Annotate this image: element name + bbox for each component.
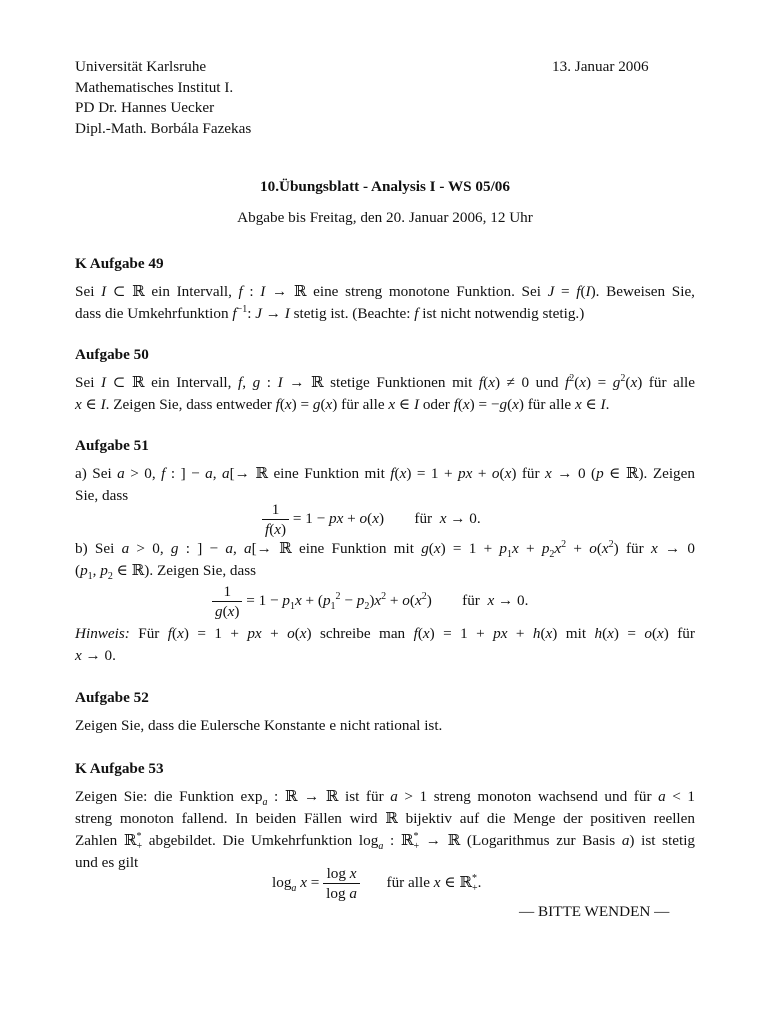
exercise-51-part-b: b) Sei a > 0, g : ] − a, a[→ ℝ eine Funktion mit $g(x) = 1 + p_1x + p_2x^2 + o(x^2)$ für x → 0 ($p_1$, $p_2$ ∈ ℝ). Zeigen Sie, dass — [75, 538, 695, 583]
university-name: Universität Karlsruhe — [75, 58, 207, 75]
exercise-53-text: Zeigen Sie: die Funktion $\exp_a$ : ℝ → ℝ ist für a > 1 streng monoton wachsend und für a < 1 streng monoton fallend. In beiden Fällen wird ℝ bijektiv auf die Menge der positiven reellen Zahlen ℝ*$_+$ abgebildet. Die Umkehrfunktion $\log_a$ : ℝ*$_+$ → ℝ (Logarithmus zur Basis a) ist stetig und es gilt — [75, 788, 696, 871]
exercise-49-title: K Aufgabe 49 — [75, 255, 164, 272]
exercise-51-part-a: a) Sei a > 0, f : ] − a, a[→ ℝ eine Funktion mit f(x) = 1 + px + o(x) für x → 0 (p ∈ ℝ). Zeigen Sie, dass — [75, 465, 695, 504]
exercise-52-title: Aufgabe 52 — [75, 689, 149, 706]
exercise-51-title: Aufgabe 51 — [75, 437, 149, 454]
assistant-name: Dipl.-Math. Borbála Fazekas — [75, 119, 252, 137]
exercise-49-text: Sei I ⊂ ℝ ein Intervall, f : I → ℝ eine streng monotone Funktion. Sei J = f(I). Beweisen Sie, dass die Umkehrfunktion $f^{-1}$: J → I stetig ist. (Beachte: f ist nicht notwendig stetig.) — [75, 283, 695, 322]
turn-page-note: — BITTE WENDEN — — [519, 903, 670, 920]
exercise-50-title: Aufgabe 50 — [75, 346, 149, 363]
exercise-52-text: Zeigen Sie, dass die Eulersche Konstante e nicht rational ist. — [75, 717, 443, 734]
deadline-text: Abgabe bis Freitag, den 20. Januar 2006, 12 Uhr — [237, 209, 533, 226]
affiliation-block — [75, 57, 375, 139]
sheet-title: 10.Übungsblatt - Analysis I - WS 05/06 — [260, 178, 510, 195]
exercise-51-formula-a: $\frac{1}{f(x)}$ = 1 − px + o(x) für x → 0. — [262, 500, 481, 539]
lecturer-name: PD Dr. Hannes Uecker — [75, 99, 215, 116]
exercise-53-title: K Aufgabe 53 — [75, 760, 164, 777]
institute-name: Mathematisches Institut I. — [75, 78, 234, 96]
exercise-53-formula: $\log_a x$ = $\frac{\text{log x}}{\text{log a}}$ für alle x ∈ ℝ*$_+$. — [272, 865, 482, 902]
sheet-date: 13. Januar 2006 — [552, 58, 649, 75]
exercise-51-hint: Hinweis: Für f(x) = 1 + px + o(x) schreibe man f(x) = 1 + px + h(x) mit h(x) = o(x) für x → 0. — [75, 625, 695, 664]
exercise-50-text: Sei I ⊂ ℝ ein Intervall, f, g : I → ℝ stetige Funktionen mit f(x) ≠ 0 und $f^2(x) = g^2(x)$ für alle x ∈ I. Zeigen Sie, dass entweder f(x) = g(x) für alle x ∈ I oder f(x) = −g(x) für alle x ∈ I. — [75, 372, 695, 413]
exercise-51-formula-b: $\frac{1}{g(x)}$ = $1 - p_1x + (p_1^2 - p_2)x^2 + o(x^2)$ für x → 0. — [212, 582, 528, 621]
